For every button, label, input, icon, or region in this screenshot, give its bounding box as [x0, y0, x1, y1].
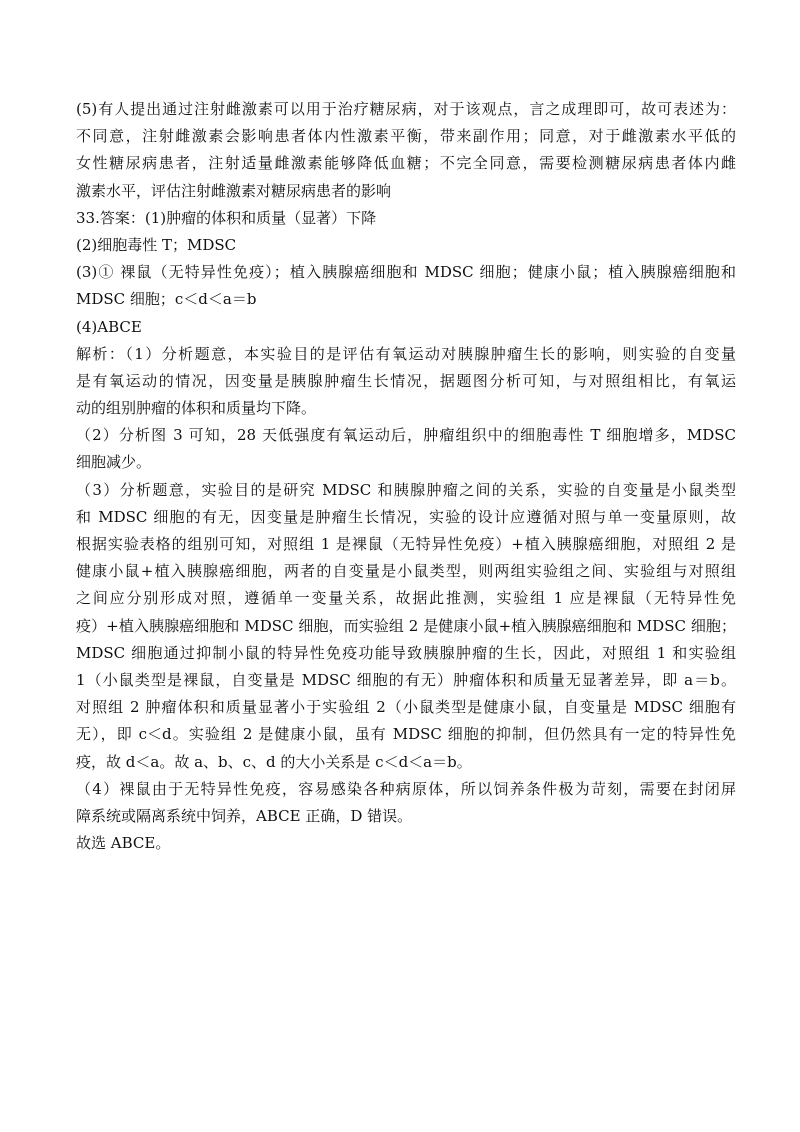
answer-text-block — [76, 96, 736, 857]
text-line: 之间应分别形成对照，遵循单一变量关系，故据此推测，实验组 1 应是裸鼠（无特异性免 — [76, 589, 736, 608]
final-choice: 故选 ABCE。 — [76, 834, 171, 853]
text-line: 是有氧运动的情况，因变量是胰腺肿瘤生长情况，据题图分析可知，与对照组相比，有氧运 — [76, 371, 736, 390]
answer-part-3: (3)① 裸鼠（无特异性免疫）；植入胰腺癌细胞和 MDSC 细胞；健康小鼠；植入胰腺癌细胞和 — [76, 263, 736, 282]
text-line: 疫，故 d＜a。故 a、b、c、d 的大小关系是 c＜d＜a＝b。 — [76, 752, 472, 771]
answer-part-4: (4)ABCE — [76, 317, 142, 336]
text-line: 无），即 c＜d。实验组 2 是健康小鼠，虽有 MDSC 细胞的抑制，但仍然具有一定的特异性免 — [76, 725, 736, 744]
text-line: (5)有人提出通过注射雌激素可以用于治疗糖尿病，对于该观点，言之成理即可，故可表述为： — [76, 100, 736, 118]
text-line: 障系统或隔离系统中饲养，ABCE 正确，D 错误。 — [76, 806, 413, 825]
text-line: 疫）+植入胰腺癌细胞和 MDSC 细胞，而实验组 2 是健康小鼠+植入胰腺癌细胞和 MDSC 细胞； — [76, 616, 736, 635]
analysis-part-4: （4）裸鼠由于无特异性免疫，容易感染各种病原体，所以饲养条件极为苛刻，需要在封闭屏 — [76, 779, 736, 798]
text-line: 健康小鼠+植入胰腺癌细胞，两者的自变量是小鼠类型，则两组实验组之间、实验组与对照组 — [76, 562, 736, 581]
text-line: 女性糖尿病患者，注射适量雌激素能够降低血糖；不完全同意，需要检测糖尿病患者体内雌 — [76, 154, 736, 173]
text-line: MDSC 细胞；c＜d＜a＝b — [76, 290, 257, 309]
text-line: 动的组别肿瘤的体积和质量均下降。 — [76, 399, 317, 418]
answer-heading-33: 33.答案：(1)肿瘤的体积和质量（显著）下降 — [76, 208, 377, 227]
analysis-part-3: （3）分析题意，实验目的是研究 MDSC 和胰腺肿瘤之间的关系，实验的自变量是小鼠类型 — [76, 480, 736, 499]
text-line: 对照组 2 肿瘤体积和质量显著小于实验组 2（小鼠类型是健康小鼠，自变量是 MDSC 细胞有 — [76, 698, 736, 717]
answer-part-2: (2)细胞毒性 T；MDSC — [76, 235, 237, 254]
text-line: 1（小鼠类型是裸鼠，自变量是 MDSC 细胞的有无）肿瘤体积和质量无显著差异，即 a＝b。 — [76, 670, 736, 689]
text-line: 细胞减少。 — [76, 453, 152, 472]
analysis-part-2: （2）分析图 3 可知，28 天低强度有氧运动后，肿瘤组织中的细胞毒性 T 细胞增多，MDSC — [76, 426, 736, 445]
text-line: 根据实验表格的组别可知，对照组 1 是裸鼠（无特异性免疫）+植入胰腺癌细胞，对照组 2 是 — [76, 535, 736, 553]
text-line: 激素水平，评估注射雌激素对糖尿病患者的影响 — [76, 181, 392, 200]
text-line: MDSC 细胞通过抑制小鼠的特异性免疫功能导致胰腺肿瘤的生长，因此，对照组 1 和实验组 — [76, 643, 736, 662]
text-line: 不同意，注射雌激素会影响患者体内性激素平衡，带来副作用；同意，对于雌激素水平低的 — [76, 127, 736, 146]
analysis-heading: 解析：（1）分析题意，本实验目的是评估有氧运动对胰腺肿瘤生长的影响，则实验的自变量 — [76, 344, 736, 363]
text-line: 和 MDSC 细胞的有无，因变量是肿瘤生长情况，实验的设计应遵循对照与单一变量原则，故 — [76, 507, 736, 526]
